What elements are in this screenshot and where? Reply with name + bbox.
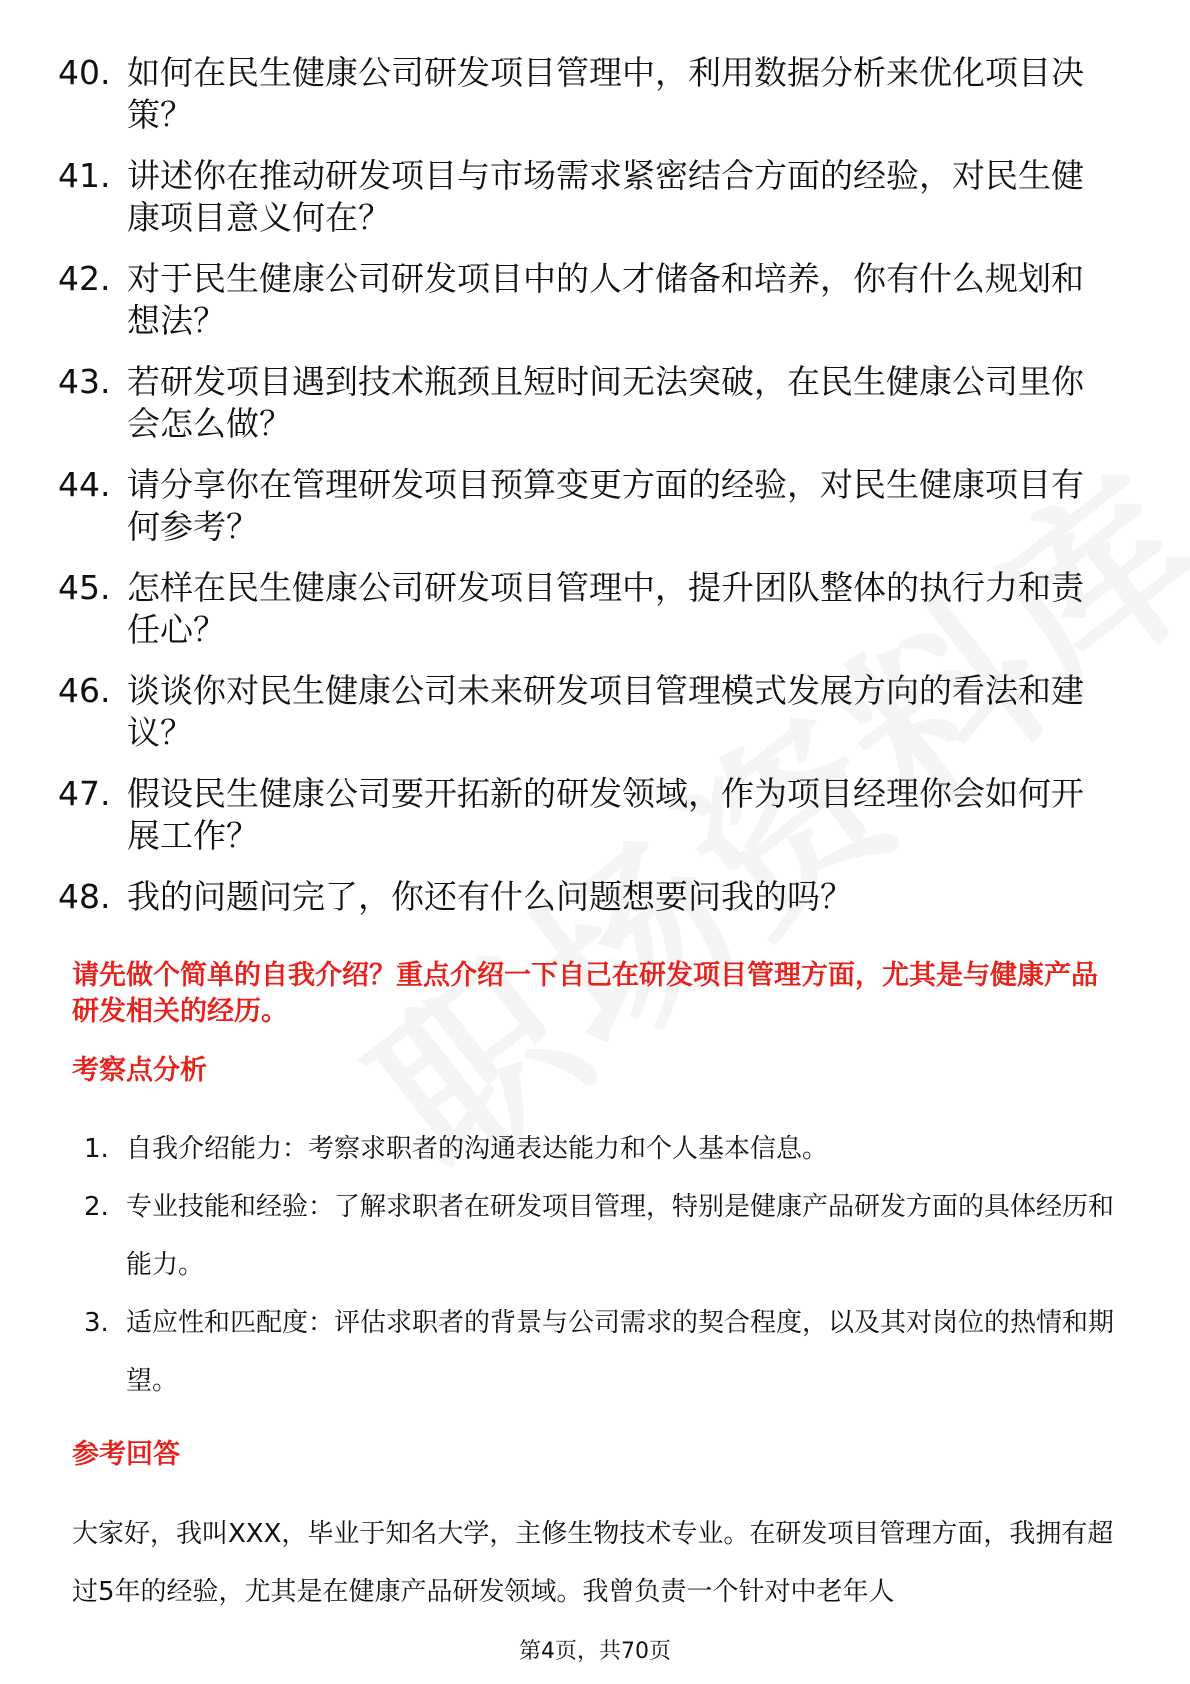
list-item <box>58 361 1098 445</box>
question-text: 谈谈你对民生健康公司未来研发项目管理模式发展方向的看法和建议？ <box>127 671 1084 752</box>
question-number: 47. <box>58 774 111 813</box>
list-item <box>58 567 1098 651</box>
list-item <box>84 1294 1114 1410</box>
question-number: 40. <box>58 53 111 92</box>
list-item <box>84 1178 1114 1294</box>
analysis-text: 自我介绍能力：考察求职者的沟通表达能力和个人基本信息。 <box>126 1134 829 1164</box>
question-number: 43. <box>58 362 111 401</box>
reference-title: 参考回答 <box>72 1439 180 1470</box>
question-number: 41. <box>58 156 111 195</box>
list-item <box>58 670 1098 754</box>
reference-answer: 大家好，我叫XXX，毕业于知名大学，主修生物技术专业。在研发项目管理方面，我拥有超过5年的经验，尤其是在健康产品研发领域。我曾负责一个针对中老年人 <box>72 1519 1114 1607</box>
list-item <box>58 876 1098 918</box>
question-list <box>58 52 1118 937</box>
list-item <box>58 52 1098 136</box>
analysis-text: 适应性和匹配度：评估求职者的背景与公司需求的契合程度，以及其对岗位的热情和期望。 <box>126 1308 1115 1396</box>
analysis-text: 专业技能和经验：了解求职者在研发项目管理，特别是健康产品研发方面的具体经历和能力。 <box>126 1192 1115 1280</box>
question-text: 若研发项目遇到技术瓶颈且短时间无法突破，在民生健康公司里你会怎么做？ <box>127 362 1084 443</box>
question-number: 48. <box>58 877 111 916</box>
analysis-number: 1. <box>84 1134 109 1164</box>
question-text: 假设民生健康公司要开拓新的研发领域，作为项目经理你会如何开展工作？ <box>127 774 1084 855</box>
question-number: 42. <box>58 259 111 298</box>
list-item <box>58 773 1098 857</box>
question-number: 44. <box>58 465 111 504</box>
question-number: 45. <box>58 568 111 607</box>
list-item <box>84 1120 1114 1178</box>
question-text: 我的问题问完了，你还有什么问题想要问我的吗？ <box>127 877 853 916</box>
analysis-list <box>84 1120 1114 1410</box>
question-text: 如何在民生健康公司研发项目管理中，利用数据分析来优化项目决策？ <box>127 53 1084 134</box>
question-text: 对于民生健康公司研发项目中的人才储备和培养，你有什么规划和想法？ <box>127 259 1084 340</box>
question-text: 讲述你在推动研发项目与市场需求紧密结合方面的经验，对民生健康项目意义何在？ <box>127 156 1084 237</box>
question-text: 请分享你在管理研发项目预算变更方面的经验，对民生健康项目有何参考？ <box>127 465 1084 546</box>
page-footer: 第4页，共70页 <box>519 1639 671 1664</box>
question-headline: 请先做个简单的自我介绍？重点介绍一下自己在研发项目管理方面，尤其是与健康产品研发相关的经历。 <box>72 960 1098 1027</box>
list-item <box>58 155 1098 239</box>
question-number: 46. <box>58 671 111 710</box>
list-item <box>58 258 1098 342</box>
list-item <box>58 464 1098 548</box>
analysis-number: 3. <box>84 1308 109 1338</box>
question-text: 怎样在民生健康公司研发项目管理中，提升团队整体的执行力和责任心？ <box>127 568 1084 649</box>
analysis-number: 2. <box>84 1192 109 1222</box>
analysis-title: 考察点分析 <box>72 1055 207 1086</box>
